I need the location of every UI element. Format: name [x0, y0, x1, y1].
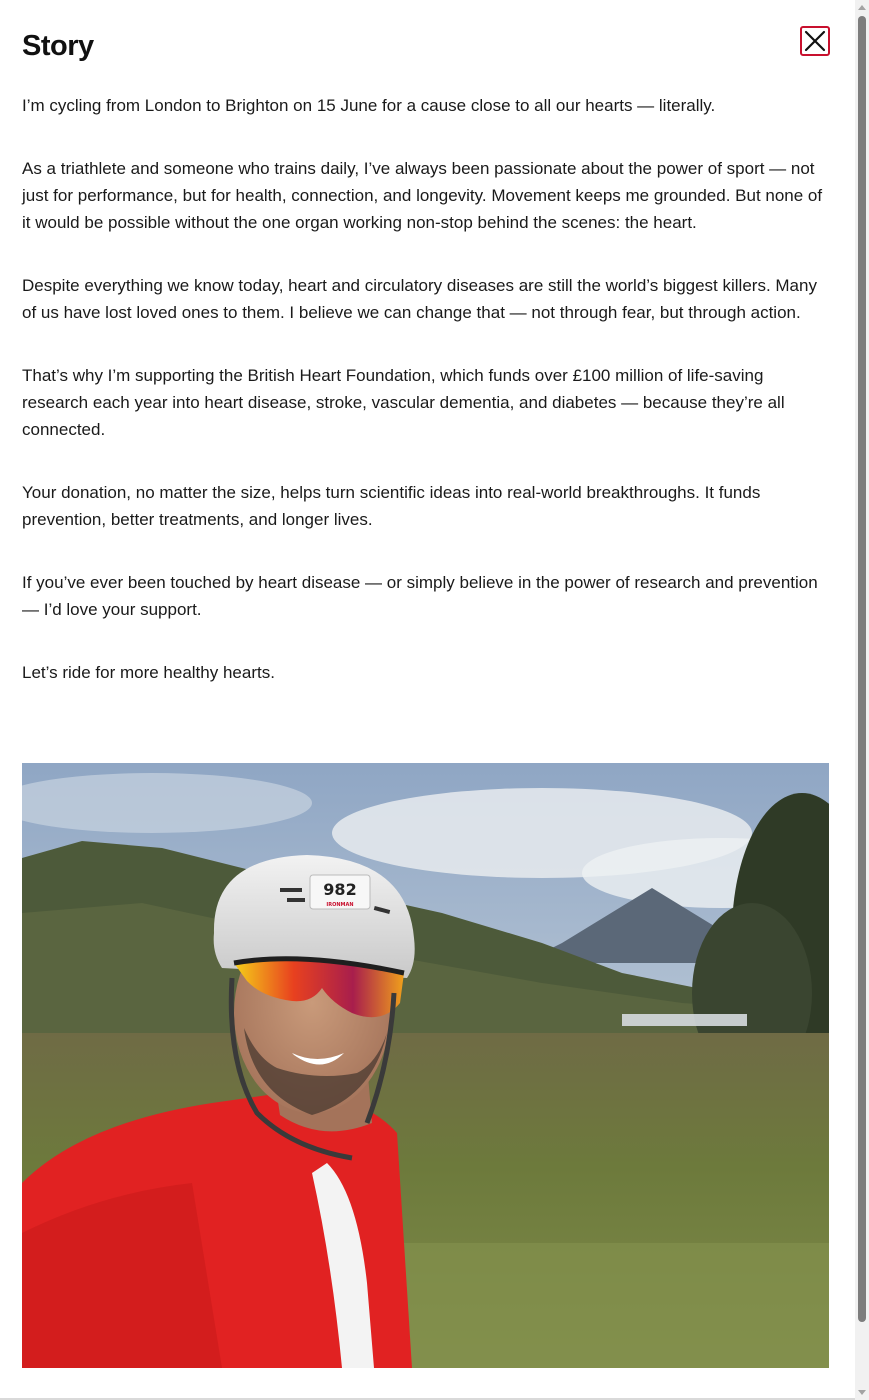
modal-header — [22, 26, 832, 66]
helmet-number: 982 — [323, 880, 357, 899]
story-paragraph: If you’ve ever been touched by heart disease — or simply believe in the power of research and prevention — I’d love your support. — [22, 573, 818, 619]
story-paragraph: Despite everything we know today, heart and circulatory diseases are still the world’s biggest killers. Many of us have lost loved ones to them. I believe we can change that — not through fear, but through action. — [22, 276, 817, 322]
story-paragraph: Let’s ride for more healthy hearts. — [22, 663, 275, 682]
vertical-scrollbar[interactable] — [855, 0, 869, 1400]
scroll-down-arrow-icon[interactable] — [858, 1390, 866, 1395]
story-text — [22, 92, 830, 722]
story-paragraph: That’s why I’m supporting the British Heart Foundation, which funds over £100 million of life-saving research each year into heart disease, stroke, vascular dementia, and diabetes — because they’re all connected. — [22, 366, 785, 439]
close-icon — [802, 28, 828, 54]
close-button[interactable] — [800, 26, 830, 56]
story-paragraph: As a triathlete and someone who trains daily, I’ve always been passionate about the power of sport — not just for performance, but for health, connection, and longevity. Movement keeps me grounded. But none of it would be possible without the one organ working non-stop behind the scenes: the heart. — [22, 159, 823, 232]
helmet-brand: IRONMAN — [326, 902, 354, 908]
story-photo — [22, 763, 829, 1368]
story-paragraph: Your donation, no matter the size, helps turn scientific ideas into real-world breakthroughs. It funds prevention, better treatments, and longer lives. — [22, 483, 761, 529]
scroll-up-arrow-icon[interactable] — [858, 5, 866, 10]
story-paragraph: I’m cycling from London to Brighton on 15 June for a cause close to all our hearts — literally. — [22, 96, 716, 115]
cyclist-selfie-image — [22, 763, 829, 1368]
page-title: Story — [22, 30, 94, 62]
scrollbar-thumb[interactable] — [858, 16, 866, 1322]
